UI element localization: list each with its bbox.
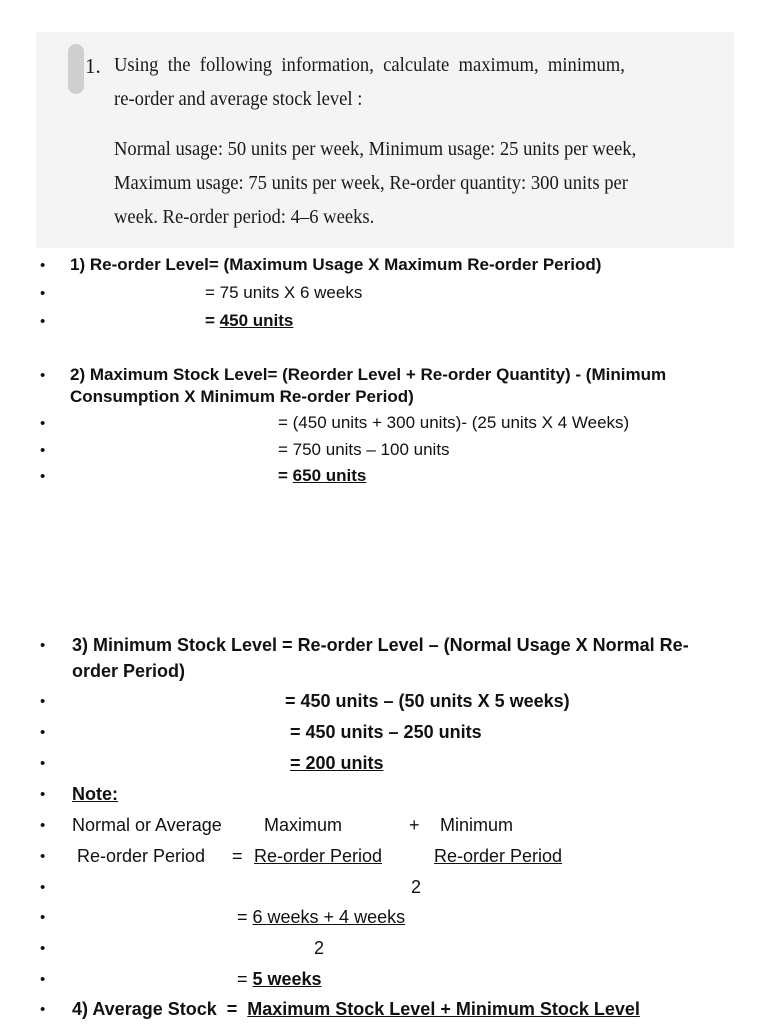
reorder-level-result: = 450 units: [205, 311, 294, 330]
note-equals: =: [232, 846, 243, 866]
min-stock-heading-1: 3) Minimum Stock Level = Re-order Level – (Normal Usage X Normal Re-: [72, 635, 689, 655]
bullet: •: [40, 817, 46, 834]
min-stock-heading-2: order Period): [72, 661, 186, 681]
bullet: •: [40, 971, 46, 988]
note-calc-denominator: 2: [314, 938, 325, 958]
average-stock-heading: 4) Average Stock = Maximum Stock Level + Minimum Stock Level: [72, 999, 640, 1019]
max-stock-result: = 650 units: [278, 466, 367, 485]
problem-line-1: Using the following information, calculate maximum, minimum,: [114, 54, 625, 76]
max-stock-heading-1: 2) Maximum Stock Level= (Reorder Level + Re-order Quantity) - (Minimum: [70, 365, 667, 384]
bullet: •: [40, 786, 46, 803]
note-min-reorder-period: Re-order Period: [434, 846, 563, 866]
bullet: •: [40, 415, 46, 432]
note-calc: = 6 weeks + 4 weeks: [237, 907, 406, 927]
reorder-level-step-1: = 75 units X 6 weeks: [205, 283, 363, 302]
problem-line-2: re-order and average stock level :: [114, 88, 363, 110]
note-reorder-period-left: Re-order Period: [77, 846, 206, 866]
reorder-level-heading: 1) Re-order Level= (Maximum Usage X Maximum Re-order Period): [70, 255, 602, 274]
problem-number: 1.: [85, 54, 101, 78]
note-label: Note:: [72, 784, 118, 804]
note-max-reorder-period: Re-order Period: [254, 846, 383, 866]
bullet: •: [40, 879, 46, 896]
problem-statement: [36, 32, 734, 248]
min-stock-result: = 200 units: [290, 753, 384, 773]
problem-line-4: Maximum usage: 75 units per week, Re-order quantity: 300 units per: [114, 172, 628, 194]
max-stock-step-2: = 750 units – 100 units: [278, 440, 450, 459]
bullet: •: [40, 468, 46, 485]
bullet: •: [40, 285, 46, 302]
highlight-marker: [68, 44, 84, 94]
bullet: •: [40, 940, 46, 957]
bullet: •: [40, 1001, 46, 1018]
bullet: •: [40, 637, 46, 654]
note-result: = 5 weeks: [237, 969, 322, 989]
note-maximum: Maximum: [264, 815, 343, 835]
bullet: •: [40, 693, 46, 710]
bullet: •: [40, 724, 46, 741]
bullet: •: [40, 755, 46, 772]
note-normal-average: Normal or Average: [72, 815, 222, 835]
min-stock-step-2: = 450 units – 250 units: [290, 722, 482, 742]
max-stock-step-1: = (450 units + 300 units)- (25 units X 4 Weeks): [278, 413, 630, 432]
bullet: •: [40, 848, 46, 865]
note-plus: +: [409, 815, 420, 835]
problem-line-3: Normal usage: 50 units per week, Minimum usage: 25 units per week,: [114, 138, 637, 160]
max-stock-heading-2: Consumption X Minimum Re-order Period): [70, 387, 414, 406]
bullet: •: [40, 257, 46, 274]
bullet: •: [40, 909, 46, 926]
note-denominator: 2: [411, 877, 422, 897]
problem-line-5: week. Re-order period: 4–6 weeks.: [114, 206, 375, 228]
min-stock-step-1: = 450 units – (50 units X 5 weeks): [285, 691, 570, 711]
bullet: •: [40, 367, 46, 384]
bullet: •: [40, 442, 46, 459]
bullet: •: [40, 313, 46, 330]
note-minimum: Minimum: [440, 815, 514, 835]
